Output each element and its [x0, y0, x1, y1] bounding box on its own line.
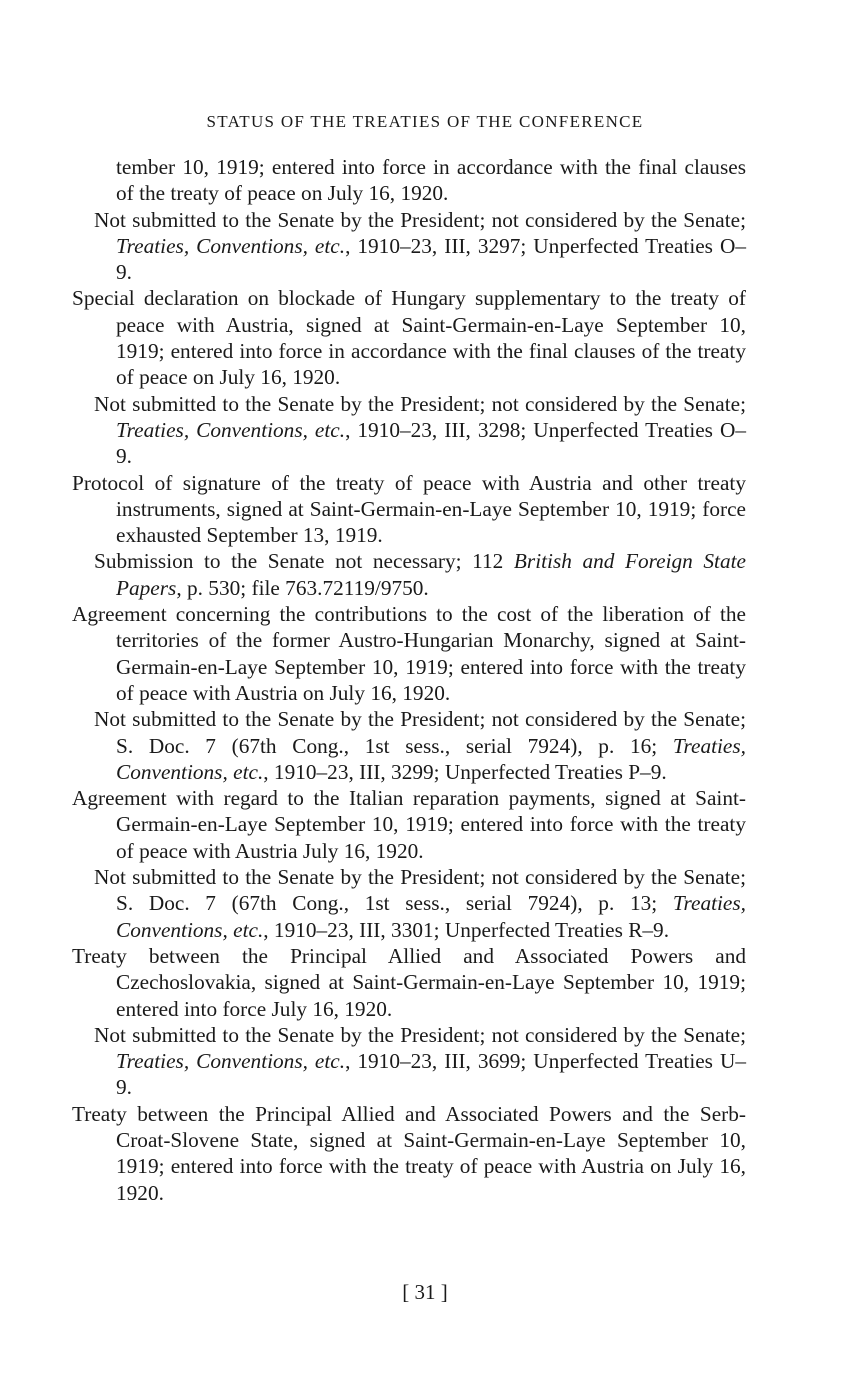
entry-note [72, 706, 746, 785]
note-text: Submission to the Senate not necessary; 112 [94, 549, 514, 574]
entry-note [72, 391, 746, 470]
note-text: Not submitted to the Senate by the President; not considered by the Senate; S. Doc. 7 (67th Cong., 1st sess., serial 7924), p. 13; [94, 865, 746, 916]
treaty-entry: Agreement concerning the contributions to the cost of the liberation of the territories of the former Austro-Hungarian Monarchy, signed at Saint-Germain-en-Laye September 10, 1919; entered into force with the treaty of peace with Austria on July 16, 1920. [72, 602, 746, 705]
note-citation-title: British and Foreign State Papers [116, 549, 746, 600]
note-text: Not submitted to the Senate by the President; not considered by the Senate; [94, 207, 746, 232]
entry-note [72, 548, 746, 601]
entry-note [72, 864, 746, 943]
note-text: Not submitted to the Senate by the President; not considered by the Senate; [94, 391, 746, 416]
note-text: , 1910–23, III, 3298; Unperfected Treaties O–9. [116, 417, 746, 469]
note-text: , 1910–23, III, 3297; Unperfected Treaties O–9. [116, 233, 746, 285]
note-text: , 1910–23, III, 3699; Unperfected Treaties U–9. [116, 1049, 746, 1100]
treaty-entry: Agreement with regard to the Italian reparation payments, signed at Saint-Germain-en-Laye September 10, 1919; entered into force with the treaty of peace with Austria July 16, 1920. [72, 786, 746, 863]
note-citation-title: Treaties, Conventions, etc. [116, 1049, 346, 1074]
page-number: [ 31 ] [402, 1280, 448, 1304]
note-text: , p. 530; file 763.72119/9750. [176, 575, 429, 600]
note-text: Not submitted to the Senate by the President; not considered by the Senate; S. Doc. 7 (67th Cong., 1st sess., serial 7924), p. 16; [94, 707, 746, 758]
treaty-entry: Treaty between the Principal Allied and Associated Powers and the Serb-Croat-Slovene State, signed at Saint-Germain-en-Laye September 10, 1919; entered into force with the treaty of peace with Austria on July 16, 1920. [72, 1101, 746, 1205]
treaty-entry: Special declaration on blockade of Hungary supplementary to the treaty of peace with Austria, signed at Saint-Germain-en-Laye September 10, 1919; entered into force in accordance with the final clauses of the treaty of peace on July 16, 1920. [72, 286, 746, 390]
treaty-entry: Treaty between the Principal Allied and Associated Powers and Czechoslovakia, signed at Saint-Germain-en-Laye September 10, 1919; entered into force July 16, 1920. [72, 943, 746, 1021]
entry-note [72, 207, 746, 286]
treaty-entry: Protocol of signature of the treaty of peace with Austria and other treaty instruments, signed at Saint-Germain-en-Laye September 10, 1919; force exhausted September 13, 1919. [72, 470, 746, 548]
note-citation-title: Treaties, Conventions, etc. [116, 233, 346, 258]
entry-note [72, 1022, 746, 1101]
note-citation-title: Treaties, Conventions, etc. [116, 417, 346, 442]
note-citation-title: Treaties, Conventions, etc. [116, 733, 746, 784]
note-text: Not submitted to the Senate by the President; not considered by the Senate; [94, 1022, 746, 1047]
note-text: , 1910–23, III, 3299; Unperfected Treaties P–9. [263, 759, 667, 784]
running-header: STATUS OF THE TREATIES OF THE CONFERENCE [206, 112, 644, 131]
note-text: , 1910–23, III, 3301; Unperfected Treaties R–9. [263, 917, 670, 942]
continued-entry: tember 10, 1919; entered into force in accordance with the final clauses of the treaty of peace on July 16, 1920. [116, 155, 746, 206]
note-citation-title: Treaties, Conventions, etc. [116, 891, 746, 942]
page-body [72, 154, 746, 1206]
